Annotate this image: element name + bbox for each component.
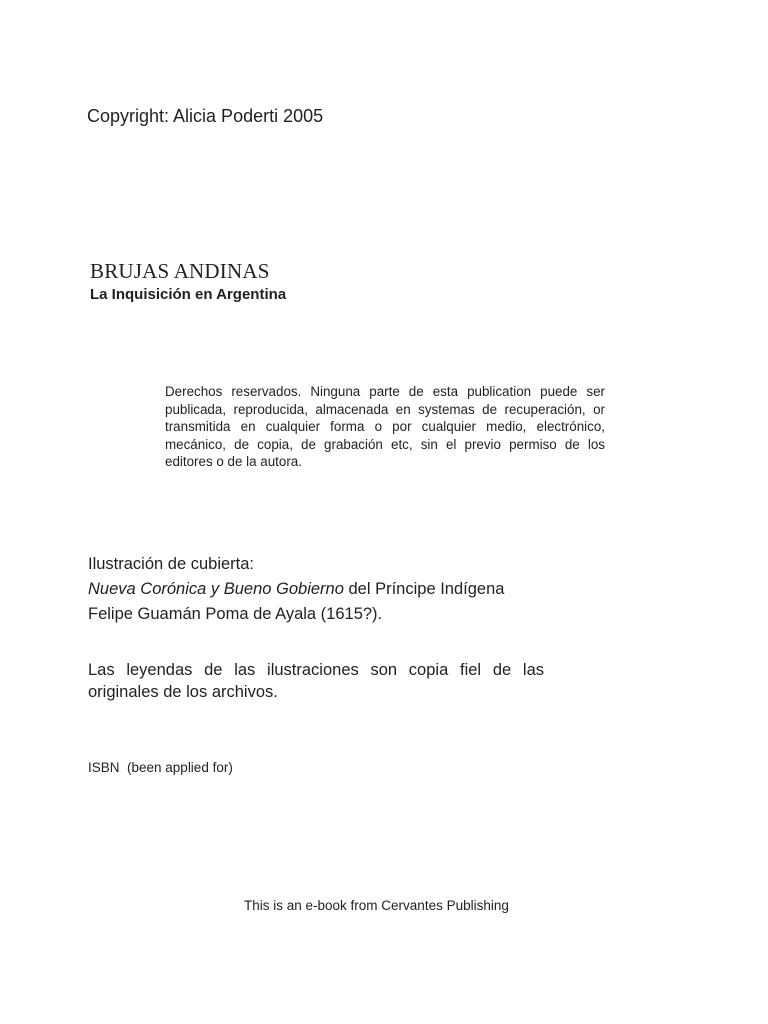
- publisher-footer: This is an e-book from Cervantes Publishing: [244, 898, 509, 913]
- cover-credit-work: [88, 577, 568, 602]
- cover-work-author-prefix: del Príncipe Indígena: [343, 580, 505, 598]
- cover-credit-heading: Ilustración de cubierta:: [88, 555, 255, 573]
- cover-credit-author: Felipe Guamán Poma de Ayala (1615?).: [88, 605, 383, 623]
- legends-note: Las leyendas de las ilustraciones son copia fiel de las originales de los archivos.: [88, 661, 544, 701]
- copyright-line: Copyright: Alicia Poderti 2005: [87, 106, 324, 126]
- isbn-line: ISBN (been applied for): [88, 760, 233, 775]
- rights-notice: Derechos reservados. Ninguna parte de esta publication puede ser publicada, reproducida, almacenada en systemas de recuperación, or transmitida en cualquier forma o por cualquier medio, electrónico, mecánico, de copia, de grabación etc, sin el previo permiso de los editores o de la autora.: [165, 384, 605, 469]
- cover-work-title: Nueva Corónica y Bueno Gobierno: [88, 580, 344, 598]
- book-title: BRUJAS ANDINAS: [90, 259, 270, 283]
- book-subtitle: La Inquisición en Argentina: [90, 286, 287, 303]
- cover-illustration-credit: [88, 552, 568, 627]
